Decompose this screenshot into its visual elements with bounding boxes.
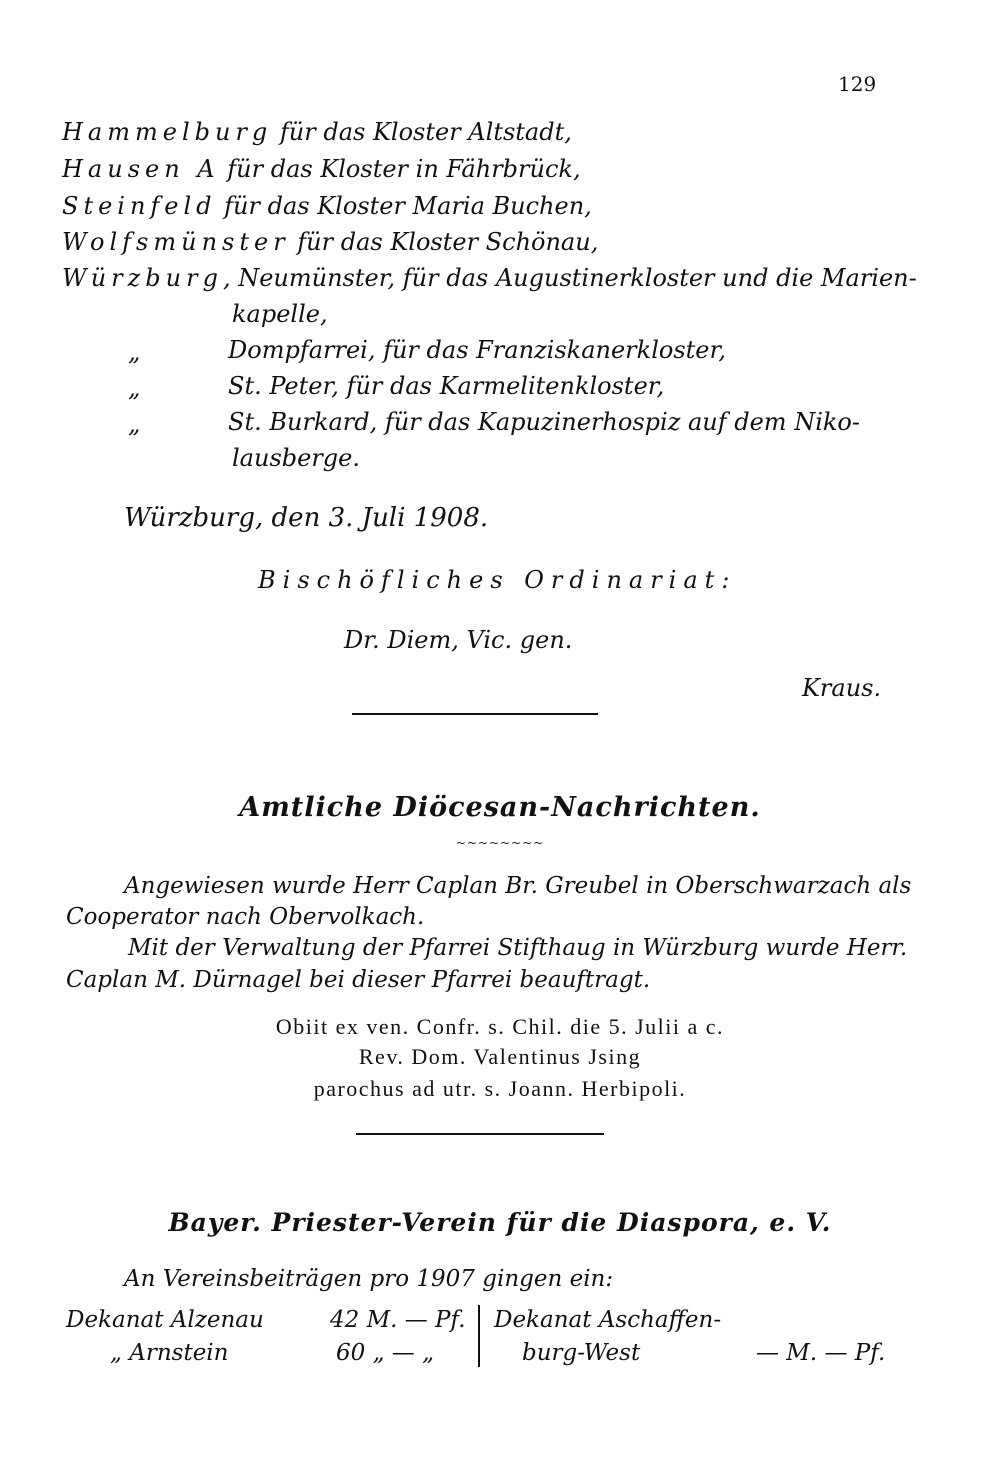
list-item (62, 192, 592, 220)
ditto-mark: „ (128, 374, 141, 402)
place-name: Hausen A (62, 155, 220, 183)
table-row-amount: — M. — Pf. (756, 1340, 886, 1366)
date-line: Würzburg, den 3. Juli 1908. (124, 503, 489, 533)
ditto-item: St. Burkard, für das Kapuzinerhospiz auf dem Niko- (228, 408, 860, 436)
place-name: Würzburg (62, 264, 223, 292)
paragraph-line: Caplan M. Dürnagel bei dieser Pfarrei beauftragt. (66, 967, 651, 993)
obituary-line: Rev. Dom. Valentinus Jsing (358, 1044, 642, 1069)
continuation-line: kapelle, (232, 300, 328, 328)
divider (352, 713, 598, 715)
list-text: für das Kloster Maria Buchen, (216, 192, 592, 220)
place-name: Steinfeld (62, 192, 217, 220)
list-item (62, 118, 572, 146)
table-row-label: burg-West (522, 1340, 641, 1366)
ordinariat: Bischöfliches Ordinariat: (258, 566, 737, 594)
obituary-line: parochus ad utr. s. Joann. Herbipoli. (313, 1076, 687, 1101)
intro-line: An Vereinsbeiträgen pro 1907 gingen ein: (124, 1266, 614, 1292)
list-text: für das Kloster Schönau, (289, 228, 599, 256)
ditto-mark: „ (128, 338, 141, 366)
ditto-item: Dompfarrei, für das Franziskanerkloster, (228, 336, 726, 364)
place-name: Wolfsmünster (62, 228, 290, 256)
table-row-amount: 60 „ — „ (336, 1340, 435, 1366)
list-text: für das Kloster Altstadt, (272, 118, 572, 146)
list-item (62, 155, 581, 183)
paragraph-line: Mit der Verwaltung der Pfarrei Stifthaug in Würzburg wurde Herr. (128, 935, 908, 961)
ornament: ~~~~~~~~ (455, 836, 545, 850)
page-number: 129 (838, 72, 877, 96)
list-item (62, 264, 917, 292)
list-text: , Neumünster, für das Augustinerkloster und die Marien- (222, 264, 917, 292)
list-text: für das Kloster in Fährbrück, (219, 155, 581, 183)
table-row-label: Dekanat Aschaffen- (494, 1307, 722, 1333)
table-row-label: „ Arnstein (110, 1340, 229, 1366)
divider (356, 1133, 604, 1135)
ditto-item: St. Peter, für das Karmelitenkloster, (228, 372, 665, 400)
signature-vicar: Dr. Diem, Vic. gen. (344, 626, 573, 654)
signature-kraus: Kraus. (802, 674, 882, 702)
paragraph-line: Angewiesen wurde Herr Caplan Br. Greubel in Oberschwarzach als (124, 873, 912, 899)
obituary-line: Obiit ex ven. Confr. s. Chil. die 5. Julii a c. (275, 1014, 725, 1039)
column-separator (478, 1305, 480, 1367)
ditto-mark: „ (128, 410, 141, 438)
list-item (62, 228, 598, 256)
continuation-line: lausberge. (232, 444, 360, 472)
paragraph-line: Cooperator nach Obervolkach. (66, 904, 425, 930)
section-title: Amtliche Diöcesan-Nachrichten. (239, 792, 761, 823)
table-row-label: Dekanat Alzenau (66, 1307, 264, 1333)
section-title: Bayer. Priester-Verein für die Diaspora, e. V. (168, 1208, 832, 1237)
place-name: Hammelburg (62, 118, 273, 146)
table-row-amount: 42 M. — Pf. (330, 1307, 466, 1333)
